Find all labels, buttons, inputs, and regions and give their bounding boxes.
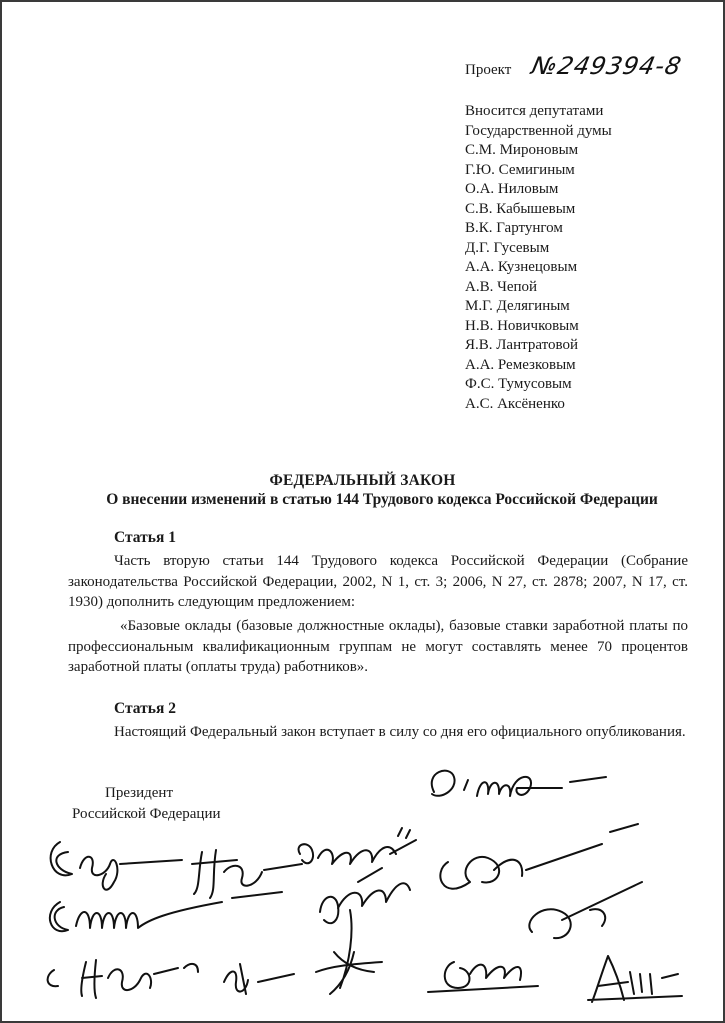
- deputy-name: Д.Г. Гусевым: [465, 239, 550, 256]
- deputy-name: А.А. Ремезковым: [465, 356, 576, 373]
- signature-6: [320, 868, 410, 923]
- signature-3: [299, 828, 416, 864]
- deputy-name: А.С. Аксёненко: [465, 395, 565, 412]
- article-1-paragraph-1-text: Часть вторую статьи 144 Трудового кодекса Российской Федерации (Собрание законодательства Российской Федерации, 2002, N 1, ст. 3; 2006, N 27, ст. 2878; 2007, N 17, ст. 1930) дополнить следующим предложением:: [68, 553, 688, 610]
- proekt-label: Проект: [465, 62, 512, 78]
- signature-7: [529, 882, 642, 938]
- signature-1: [51, 842, 182, 890]
- law-subtitle: О внесении изменений в статью 144 Трудового кодекса Российской Федерации: [106, 491, 658, 508]
- proekt-number-handwritten: №249394-8: [529, 52, 685, 80]
- deputy-name: Г.Ю. Семигиным: [465, 161, 575, 178]
- president-line-2: Российской Федерации: [72, 806, 221, 822]
- signature-4: [440, 824, 638, 889]
- deputy-name: С.В. Кабышевым: [465, 200, 576, 217]
- article-2-heading: Статья 2: [114, 700, 176, 717]
- law-title: ФЕДЕРАЛЬНЫЙ ЗАКОН: [269, 472, 456, 489]
- deputy-name: А.А. Кузнецовым: [465, 259, 578, 275]
- deputy-name: М.Г. Делягиным: [465, 298, 570, 314]
- article-1-paragraph-2-text: «Базовые оклады (базовые должностные оклады), базовые ставки заработной платы по профессиональным квалификационным группам не могут составлять менее 70 процентов заработной платы (оплаты труда) работников».: [68, 618, 688, 675]
- handwritten-signatures: [2, 2, 723, 1021]
- signature-5: [50, 892, 282, 931]
- signature-11: [428, 962, 538, 992]
- introduced-by-caption: Вносится депутатами: [465, 103, 604, 119]
- deputy-name: Н.В. Новичковым: [465, 317, 579, 334]
- signature-mironov: [432, 771, 606, 796]
- deputy-name: О.А. Ниловым: [465, 181, 559, 197]
- deputy-name: А.В. Чепой: [465, 278, 538, 295]
- signature-8: [48, 960, 198, 998]
- signature-12: [588, 956, 682, 1002]
- introduced-by-caption: Государственной думы: [465, 122, 612, 139]
- president-line-1: Президент: [105, 785, 173, 801]
- deputy-name: С.М. Мироновым: [465, 142, 579, 158]
- signature-2: [192, 850, 302, 898]
- signature-9: [224, 964, 294, 994]
- article-1-heading: Статья 1: [114, 529, 176, 546]
- deputy-name: В.К. Гартунгом: [465, 220, 563, 236]
- deputy-name: Я.В. Лантратовой: [465, 337, 578, 353]
- deputy-name: Ф.С. Тумусовым: [465, 376, 572, 392]
- article-2-paragraph-1-text: Настоящий Федеральный закон вступает в силу со дня его официального опубликования.: [114, 724, 686, 740]
